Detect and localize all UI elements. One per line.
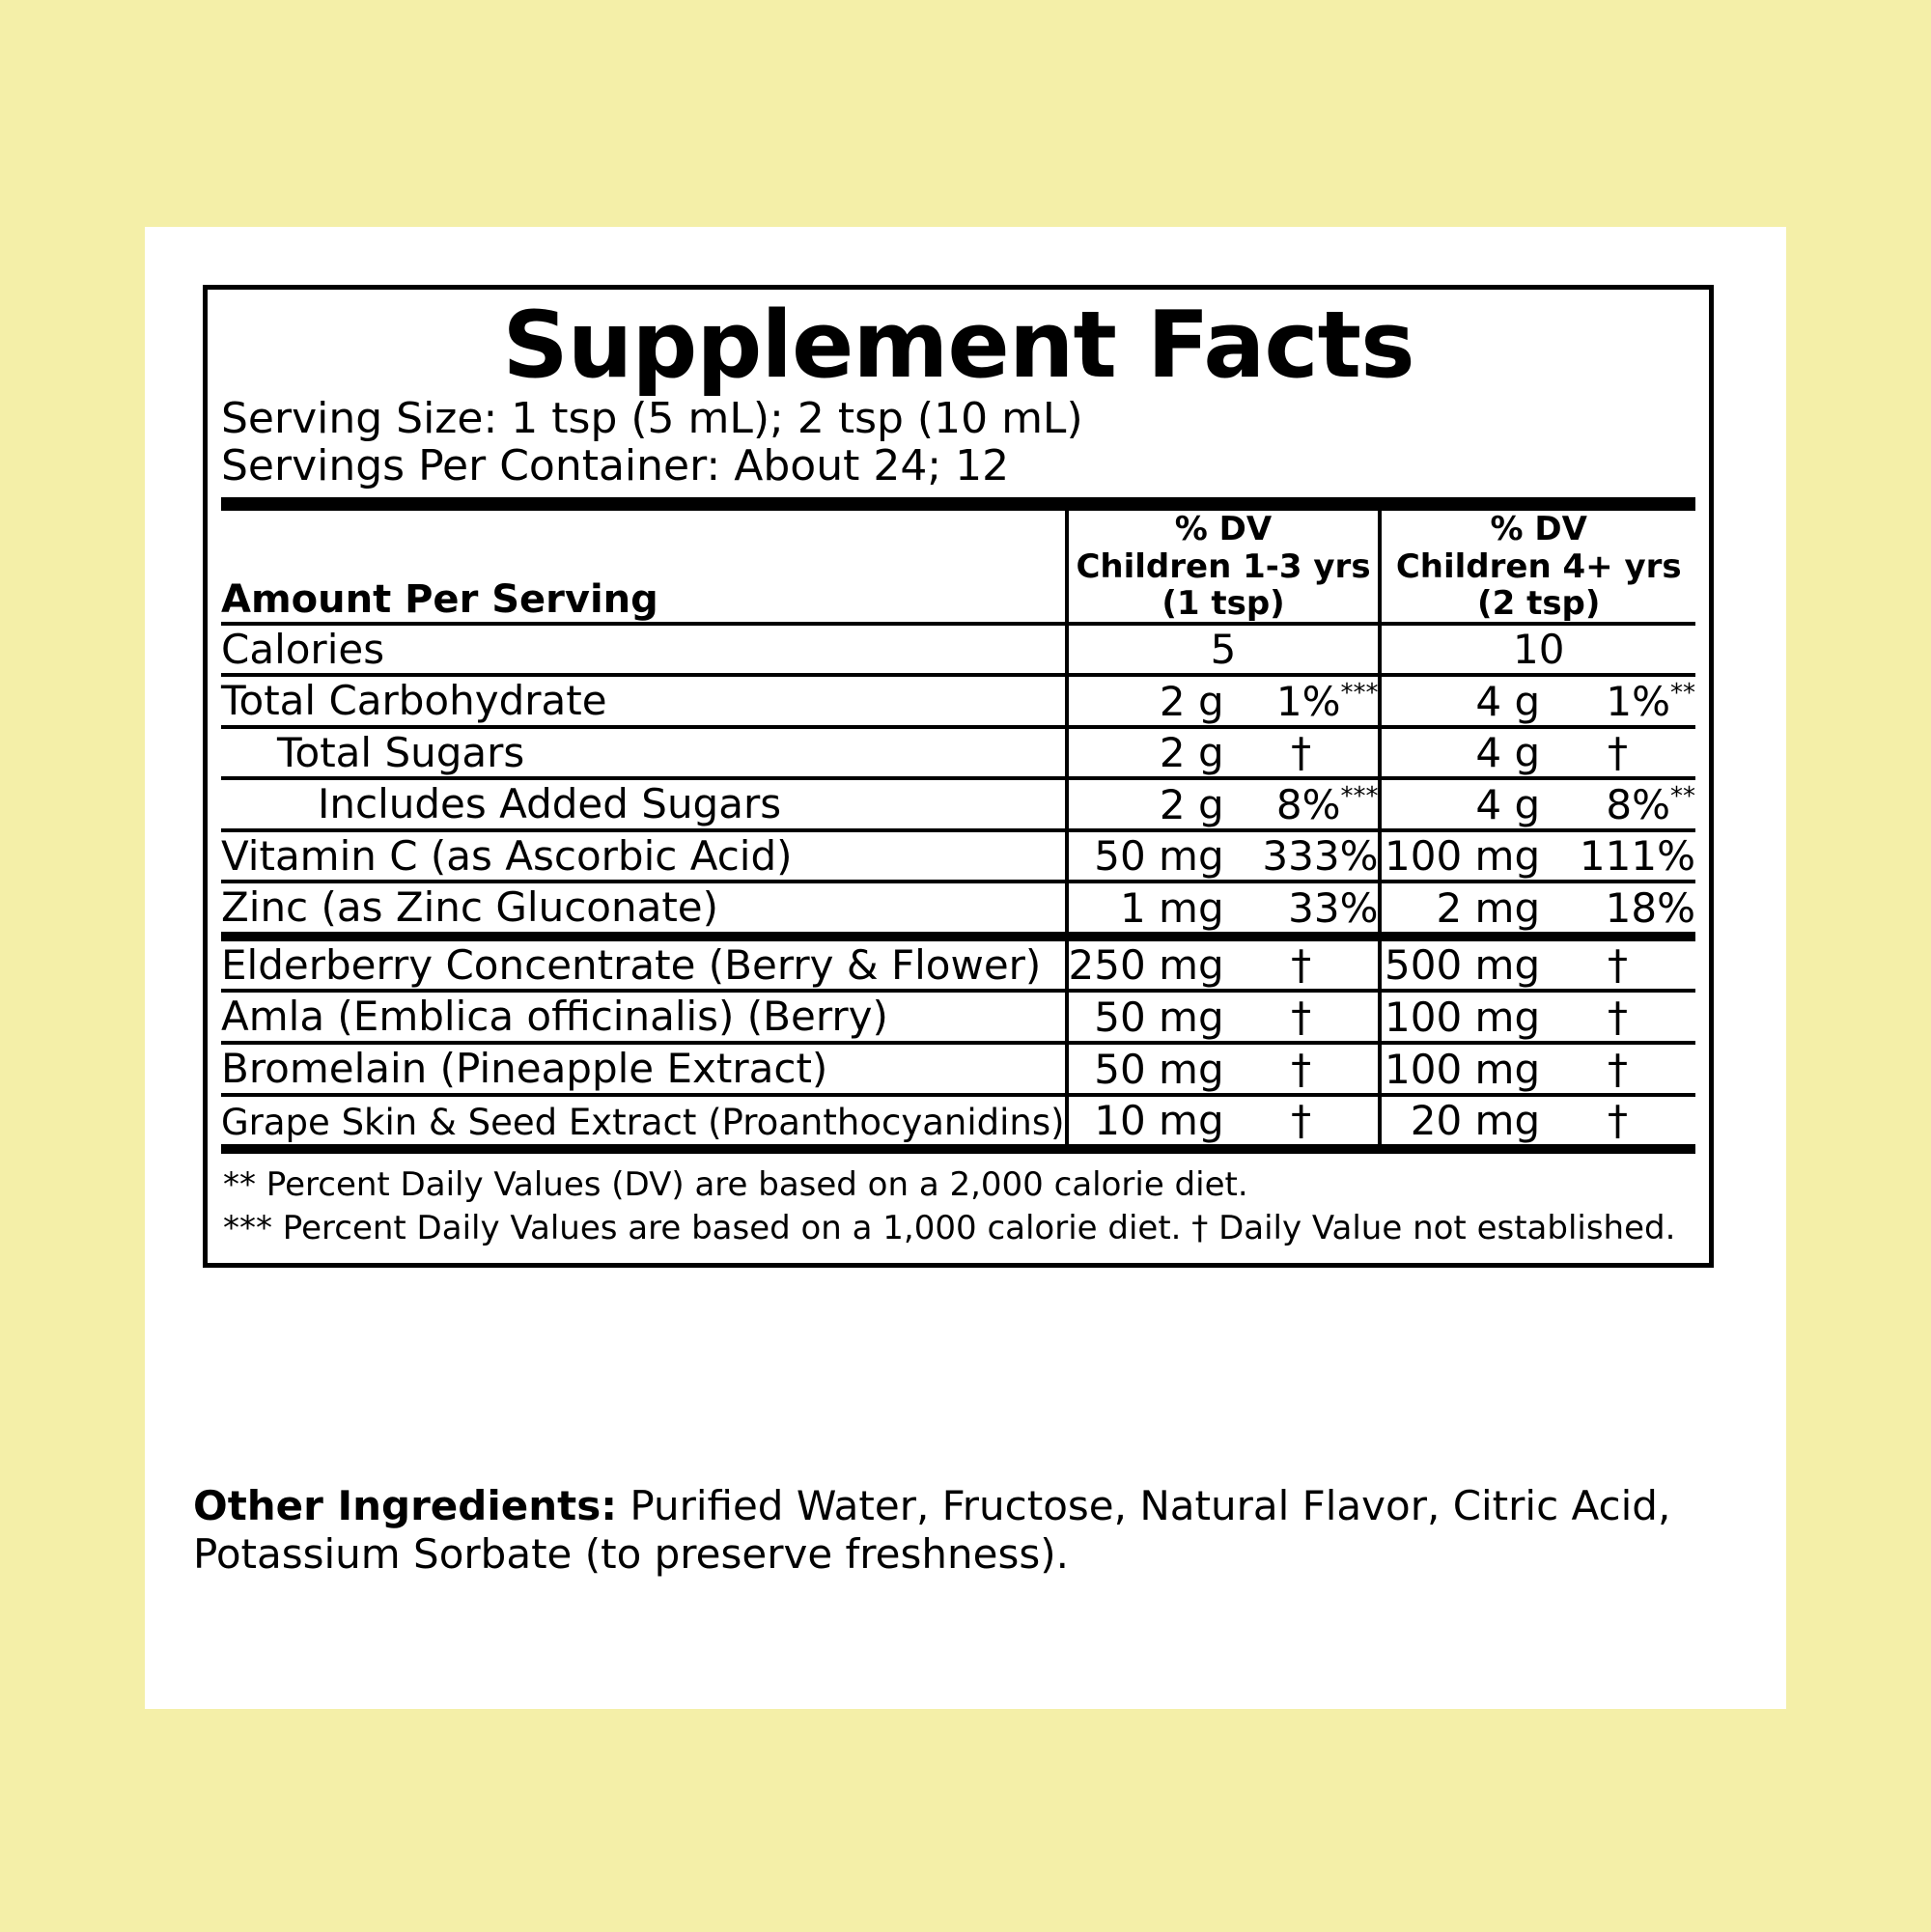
nutrient-col1-dv: 33% — [1224, 882, 1381, 937]
botanical-col1-amount: 50 mg — [1067, 991, 1224, 1043]
table-row — [221, 675, 1695, 727]
nutrient-col1-amount: 2 g — [1067, 778, 1224, 830]
botanical-col1-dv: † — [1224, 1043, 1381, 1095]
botanical-col2-dv: † — [1540, 937, 1695, 992]
table-row — [221, 1043, 1695, 1095]
botanical-col2-amount: 100 mg — [1380, 991, 1540, 1043]
serving-size-line: Serving Size: 1 tsp (5 mL); 2 tsp (10 mL) — [221, 393, 1083, 443]
nutrient-col2-dv: 18% — [1540, 882, 1695, 937]
botanical-col1-amount: 50 mg — [1067, 1043, 1224, 1095]
botanical-col2-amount: 500 mg — [1380, 937, 1540, 992]
dv-value: 1% — [1606, 677, 1670, 725]
table-header-row — [221, 511, 1695, 623]
botanical-col1-dv: † — [1224, 991, 1381, 1043]
col2-dose-label: (2 tsp) — [1477, 583, 1601, 623]
botanical-col1-dv: † — [1224, 937, 1381, 992]
nutrient-col1-dv — [1224, 675, 1381, 727]
table-row — [221, 1095, 1695, 1149]
amount-per-serving-header: Amount Per Serving — [221, 511, 1067, 623]
nutrient-col1-amount: 50 mg — [1067, 830, 1224, 882]
dv-value: 8% — [1606, 780, 1670, 828]
table-row — [221, 882, 1695, 937]
table-row — [221, 624, 1695, 676]
nutrient-col2-dv — [1540, 778, 1695, 830]
footnote-2: *** Percent Daily Values are based on a 1,000 calorie diet. † Daily Value not established. — [223, 1209, 1676, 1248]
supplement-facts-box — [203, 285, 1714, 1268]
nutrient-name: Vitamin C (as Ascorbic Acid) — [221, 830, 1067, 882]
nutrient-col2-amount: 4 g — [1380, 675, 1540, 727]
botanical-col2-dv: † — [1540, 1043, 1695, 1095]
table-row — [221, 991, 1695, 1043]
other-ingredients-label: Other Ingredients: — [193, 1482, 618, 1529]
header-divider-thick — [221, 497, 1695, 511]
servings-per-container-line: Servings Per Container: About 24; 12 — [221, 441, 1010, 491]
other-ingredients-text: Purified Water, Fructose, Natural Flavor, Citric Acid, Potassium Sorbate (to preserve freshness). — [193, 1482, 1671, 1579]
nutrient-col2-amount: 4 g — [1380, 727, 1540, 779]
table-row — [221, 778, 1695, 830]
dv-footnote-mark: *** — [1340, 781, 1379, 811]
nutrient-col1-amount: 2 g — [1067, 675, 1224, 727]
nutrient-name: Total Carbohydrate — [221, 675, 1067, 727]
botanical-col1-amount: 10 mg — [1067, 1095, 1224, 1149]
nutrient-name: Zinc (as Zinc Gluconate) — [221, 882, 1067, 937]
nutrient-name: Includes Added Sugars — [221, 778, 1067, 830]
botanical-col2-amount: 20 mg — [1380, 1095, 1540, 1149]
botanical-name: Elderberry Concentrate (Berry & Flower) — [221, 937, 1067, 992]
nutrient-col2-amount: 4 g — [1380, 778, 1540, 830]
dv-value: 8% — [1275, 780, 1341, 828]
nutrient-name: Calories — [221, 624, 1067, 676]
nutrient-col2-amount: 100 mg — [1380, 830, 1540, 882]
nutrient-col2-dv: 111% — [1540, 830, 1695, 882]
col1-dv-label: % DV — [1174, 510, 1273, 549]
nutrient-col2-amount: 2 mg — [1380, 882, 1540, 937]
other-ingredients — [193, 1482, 1738, 1580]
nutrient-col2-dv: † — [1540, 727, 1695, 779]
dv-footnote-mark: ** — [1670, 781, 1695, 811]
nutrient-col1-dv — [1224, 778, 1381, 830]
nutrient-col1-amount: 2 g — [1067, 727, 1224, 779]
dv-footnote-mark: ** — [1670, 678, 1695, 708]
table-row — [221, 937, 1695, 992]
botanical-col2-amount: 100 mg — [1380, 1043, 1540, 1095]
botanical-col1-dv: † — [1224, 1095, 1381, 1149]
nutrient-col2-dv — [1540, 675, 1695, 727]
nutrient-col1-amount: 1 mg — [1067, 882, 1224, 937]
label-panel — [145, 227, 1786, 1709]
supplement-facts-table — [221, 511, 1695, 1153]
table-row — [221, 727, 1695, 779]
dv-footnote-mark: *** — [1340, 678, 1379, 708]
column-header-children-4plus — [1380, 511, 1695, 623]
nutrient-name: Total Sugars — [221, 727, 1067, 779]
footnote-1: ** Percent Daily Values (DV) are based on a 2,000 calorie diet. — [223, 1164, 1248, 1204]
nutrient-col1-dv: † — [1224, 727, 1381, 779]
col1-group-label: Children 1-3 yrs — [1076, 546, 1371, 586]
nutrient-col1-amount: 5 — [1067, 624, 1381, 676]
page-title: Supplement Facts — [502, 293, 1414, 399]
botanical-name: Grape Skin & Seed Extract (Proanthocyanidins) — [221, 1095, 1067, 1149]
botanical-col2-dv: † — [1540, 991, 1695, 1043]
column-header-children-1-3 — [1067, 511, 1381, 623]
col1-dose-label: (1 tsp) — [1161, 583, 1285, 623]
dv-value: 1% — [1275, 677, 1341, 725]
botanical-name: Bromelain (Pineapple Extract) — [221, 1043, 1067, 1095]
botanical-col1-amount: 250 mg — [1067, 937, 1224, 992]
botanical-col2-dv: † — [1540, 1095, 1695, 1149]
col2-dv-label: % DV — [1490, 510, 1587, 549]
nutrient-col2-amount: 10 — [1380, 624, 1695, 676]
table-row — [221, 830, 1695, 882]
col2-group-label: Children 4+ yrs — [1395, 546, 1682, 586]
nutrient-col1-dv: 333% — [1224, 830, 1381, 882]
botanical-name: Amla (Emblica officinalis) (Berry) — [221, 991, 1067, 1043]
